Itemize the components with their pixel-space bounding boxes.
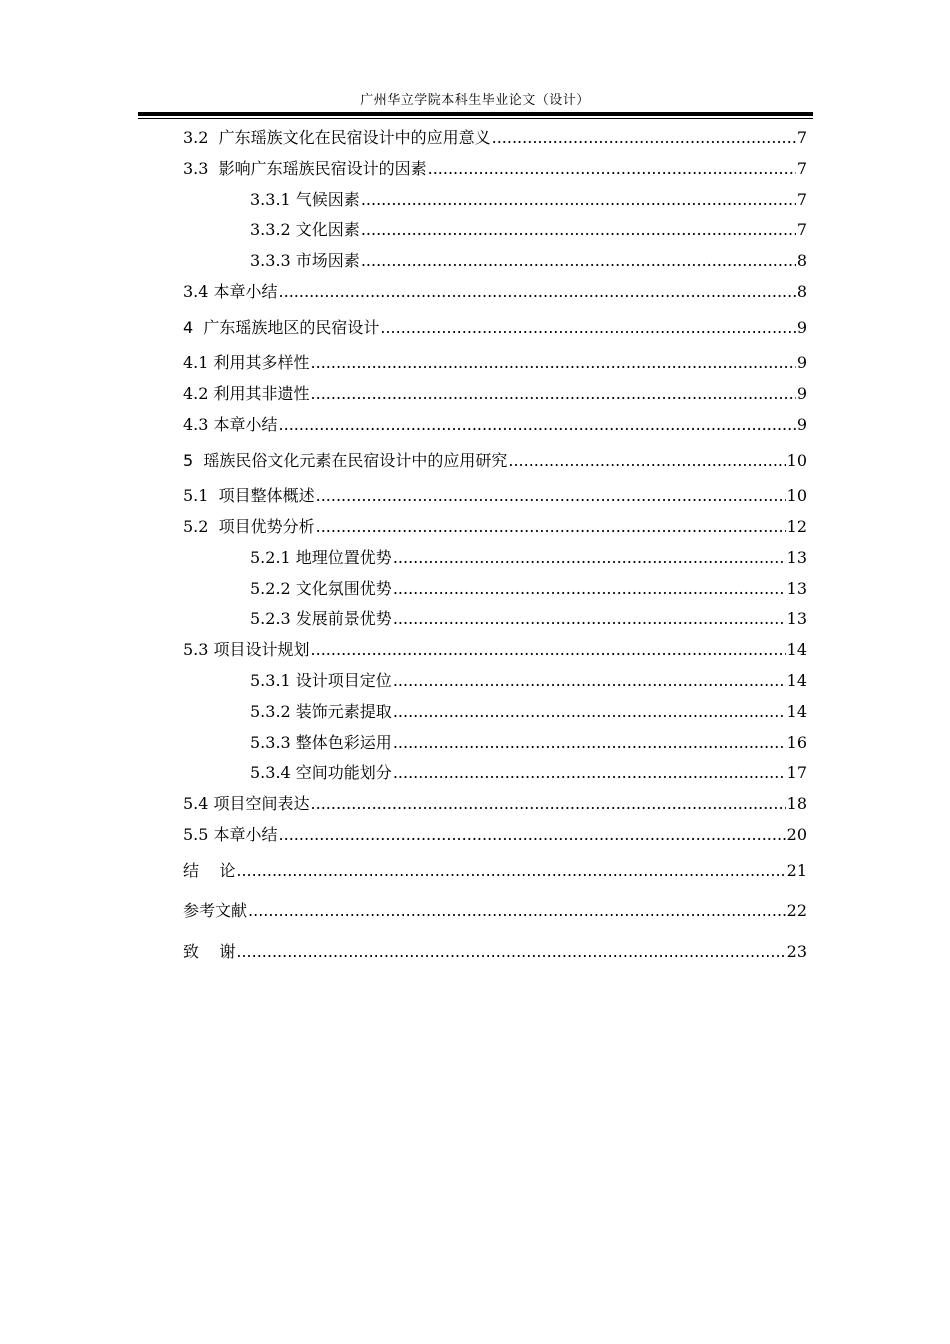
dot-leader: [393, 758, 786, 789]
toc-entry-title: 5.3.3 整体色彩运用: [250, 732, 392, 752]
toc-entry[interactable]: [183, 728, 807, 759]
toc-entry-page-number: 12: [786, 516, 807, 536]
toc-entry-page-number: 14: [786, 701, 807, 721]
toc-entry[interactable]: [183, 481, 807, 512]
toc-entry-page-number: 13: [786, 547, 807, 567]
toc-entry-page-number: 13: [786, 609, 807, 629]
toc-entry-page-number: 17: [786, 763, 807, 783]
toc-entry-title: 5.2 项目优势分析: [183, 516, 315, 536]
toc-entry-title: 参考文献: [183, 901, 248, 921]
header-rule-thin: [138, 118, 813, 119]
toc-entry[interactable]: [183, 666, 807, 697]
toc-entry-page-number: 20: [786, 824, 807, 844]
toc-entry-title: 3.4 本章小结: [183, 281, 278, 301]
toc-entry-title: 5.3.1 设计项目定位: [250, 670, 392, 690]
dot-leader: [508, 441, 785, 482]
toc-entry-title: 3.3.1 气候因素: [250, 189, 360, 209]
toc-entry-title: 3.3.3 市场因素: [250, 251, 360, 271]
toc-entry-page-number: 18: [786, 794, 807, 814]
toc-entry[interactable]: [183, 185, 807, 216]
toc-entry-page-number: 8: [796, 251, 807, 271]
dot-leader: [393, 574, 786, 605]
toc-entry-title: 5.3.4 空间功能划分: [250, 763, 392, 783]
toc-entry-page-number: 16: [786, 732, 807, 752]
dot-leader: [311, 379, 796, 410]
toc-entry[interactable]: [183, 543, 807, 574]
toc-entry-page-number: 14: [786, 670, 807, 690]
toc-entry-title: 5.4 项目空间表达: [183, 794, 310, 814]
toc-entry-title: 4.2 利用其非遗性: [183, 384, 310, 404]
toc-entry-page-number: 21: [786, 860, 807, 880]
toc-entry[interactable]: [183, 851, 807, 892]
toc-entry-title: 5.3.2 装饰元素提取: [250, 701, 392, 721]
table-of-contents: [183, 123, 807, 972]
dot-leader: [236, 932, 785, 973]
dot-leader: [393, 666, 786, 697]
toc-entry-page-number: 13: [786, 578, 807, 598]
toc-entry-page-number: 7: [796, 220, 807, 240]
dot-leader: [361, 185, 796, 216]
toc-entry-title: 5.1 项目整体概述: [183, 486, 315, 506]
toc-entry-page-number: 23: [786, 941, 807, 961]
toc-entry-page-number: 10: [786, 450, 807, 470]
toc-entry-title: 4.3 本章小结: [183, 414, 278, 434]
toc-entry-page-number: 7: [796, 128, 807, 147]
toc-entry-title: 5.2.3 发展前景优势: [250, 609, 392, 629]
toc-entry[interactable]: [183, 277, 807, 308]
toc-entry[interactable]: [183, 441, 807, 482]
dot-leader: [316, 512, 786, 543]
toc-entry[interactable]: [183, 574, 807, 605]
dot-leader: [311, 348, 796, 379]
dot-leader: [311, 635, 786, 666]
toc-entry-page-number: 7: [796, 158, 807, 178]
dot-leader: [311, 789, 786, 820]
toc-entry-title: 4.1 利用其多样性: [183, 353, 310, 373]
toc-entry-page-number: 14: [786, 640, 807, 660]
dot-leader: [316, 481, 786, 512]
toc-entry[interactable]: [183, 348, 807, 379]
toc-entry-page-number: 22: [786, 901, 807, 921]
toc-entry[interactable]: [183, 891, 807, 932]
toc-entry-title: 5.5 本章小结: [183, 824, 278, 844]
dot-leader: [361, 246, 796, 277]
toc-entry-title: 结 论: [183, 860, 236, 880]
toc-entry-title: 3.3.2 文化因素: [250, 220, 360, 240]
toc-entry[interactable]: [183, 635, 807, 666]
toc-entry-title: 5.3 项目设计规划: [183, 640, 310, 660]
toc-entry[interactable]: [183, 604, 807, 635]
toc-entry-title: 5.2.2 文化氛围优势: [250, 578, 392, 598]
toc-entry-title: 5 瑶族民俗文化元素在民宿设计中的应用研究: [183, 450, 508, 470]
toc-entry-page-number: 9: [796, 384, 807, 404]
toc-entry[interactable]: [183, 410, 807, 441]
dot-leader: [279, 277, 796, 308]
toc-entry-title: 3.2 广东瑶族文化在民宿设计中的应用意义: [183, 128, 491, 147]
dot-leader: [492, 123, 796, 154]
dot-leader: [393, 697, 786, 728]
dot-leader: [393, 543, 786, 574]
dot-leader: [380, 308, 795, 349]
toc-entry[interactable]: [183, 246, 807, 277]
dot-leader: [248, 891, 786, 932]
header-rule-thick: [138, 112, 813, 116]
toc-entry[interactable]: [183, 308, 807, 349]
toc-entry-title: 致 谢: [183, 941, 236, 961]
toc-entry-page-number: 7: [796, 189, 807, 209]
toc-entry-page-number: 9: [796, 353, 807, 373]
dot-leader: [236, 851, 785, 892]
toc-entry[interactable]: [183, 154, 807, 185]
toc-entry[interactable]: [183, 215, 807, 246]
toc-entry[interactable]: [183, 758, 807, 789]
dot-leader: [279, 820, 786, 851]
toc-entry-title: 5.2.1 地理位置优势: [250, 547, 392, 567]
toc-entry[interactable]: [183, 379, 807, 410]
dot-leader: [361, 215, 796, 246]
toc-entry-title: 4 广东瑶族地区的民宿设计: [183, 317, 380, 337]
dot-leader: [428, 154, 796, 185]
dot-leader: [393, 728, 786, 759]
toc-entry[interactable]: [183, 697, 807, 728]
dot-leader: [393, 604, 786, 635]
toc-entry-page-number: 9: [796, 414, 807, 434]
toc-entry[interactable]: [183, 123, 807, 154]
toc-entry[interactable]: [183, 820, 807, 851]
page-header: 广州华立学院本科生毕业论文（设计）: [360, 93, 590, 108]
toc-entry[interactable]: [183, 789, 807, 820]
toc-entry-page-number: 10: [786, 486, 807, 506]
toc-entry[interactable]: [183, 932, 807, 973]
dot-leader: [279, 410, 796, 441]
toc-entry-page-number: 9: [796, 317, 807, 337]
toc-entry-title: 3.3 影响广东瑶族民宿设计的因素: [183, 158, 427, 178]
toc-entry[interactable]: [183, 512, 807, 543]
toc-entry-page-number: 8: [796, 281, 807, 301]
